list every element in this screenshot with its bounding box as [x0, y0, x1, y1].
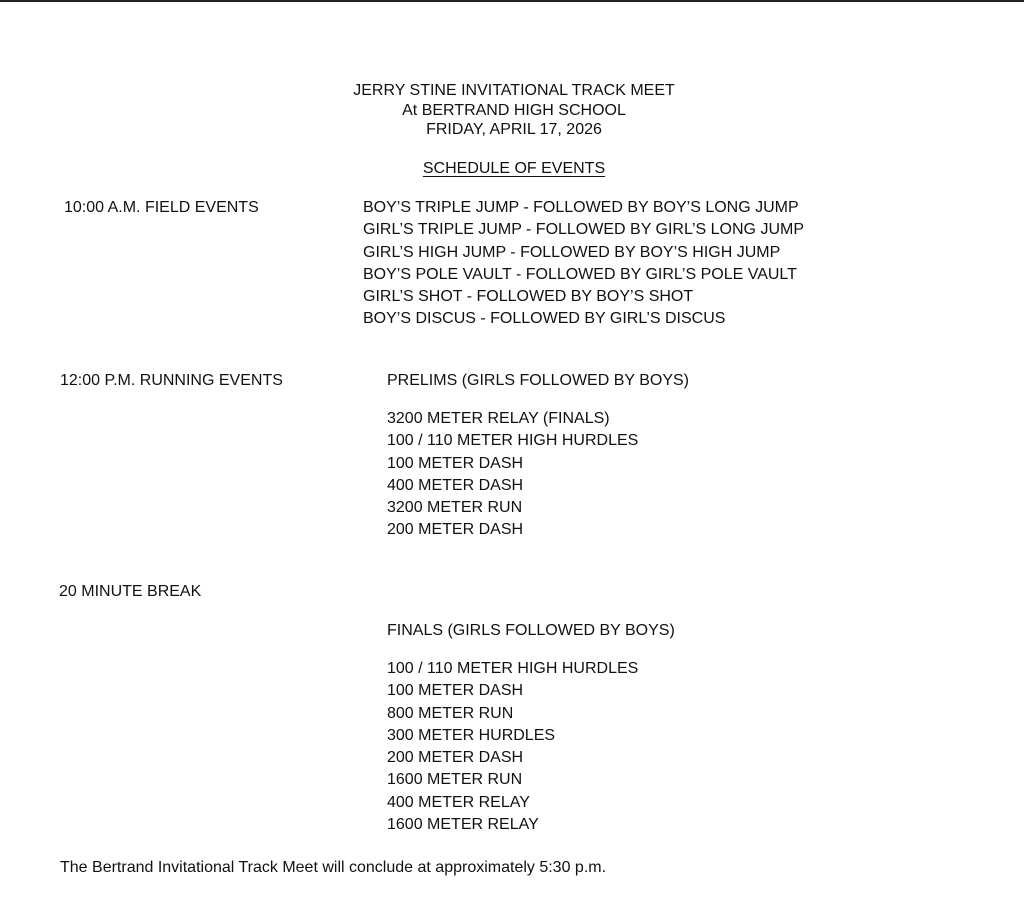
list-item: 1600 METER RUN — [387, 771, 523, 789]
list-item: GIRL’S HIGH JUMP - FOLLOWED BY BOY’S HIGH JUMP — [363, 243, 781, 261]
list-item: 3200 METER RELAY (FINALS) — [387, 410, 610, 427]
schedule-title: SCHEDULE OF EVENTS — [422, 160, 606, 177]
finals-list — [387, 658, 638, 836]
list-item: GIRL’S TRIPLE JUMP - FOLLOWED BY GIRL’S LONG JUMP — [363, 221, 804, 239]
list-item: 400 METER RELAY — [387, 793, 530, 811]
list-item: BOY’S DISCUS - FOLLOWED BY GIRL’S DISCUS — [363, 310, 726, 328]
list-item: 100 METER DASH — [387, 682, 524, 700]
list-item: 800 METER RUN — [387, 704, 514, 722]
prelims-list — [387, 408, 638, 542]
list-item: BOY’S TRIPLE JUMP - FOLLOWED BY BOY’S LONG JUMP — [363, 199, 799, 216]
running-events-time-label: 12:00 P.M. RUNNING EVENTS — [60, 372, 283, 389]
list-item: 100 / 110 METER HIGH HURDLES — [387, 432, 639, 450]
list-item: 400 METER DASH — [387, 476, 524, 494]
finals-label: FINALS (GIRLS FOLLOWED BY BOYS) — [387, 622, 675, 639]
list-item: 100 METER DASH — [387, 454, 524, 472]
list-item: BOY’S POLE VAULT - FOLLOWED BY GIRL’S POLE VAULT — [363, 265, 797, 283]
prelims-label: PRELIMS (GIRLS FOLLOWED BY BOYS) — [387, 372, 689, 389]
list-item: GIRL’S SHOT - FOLLOWED BY BOY’S SHOT — [363, 288, 694, 306]
field-events-time-label: 10:00 A.M. FIELD EVENTS — [64, 199, 259, 216]
list-item: 200 METER DASH — [387, 749, 524, 767]
list-item: 200 METER DASH — [387, 521, 524, 539]
meet-title: JERRY STINE INVITATIONAL TRACK MEET — [353, 82, 675, 99]
field-events-list — [363, 197, 804, 331]
list-item: 100 / 110 METER HIGH HURDLES — [387, 660, 639, 677]
conclusion-note: The Bertrand Invitational Track Meet will conclude at approximately 5:30 p.m. — [60, 859, 607, 876]
meet-location: At BERTRAND HIGH SCHOOL — [402, 102, 626, 119]
break-label: 20 MINUTE BREAK — [59, 583, 202, 600]
list-item: 1600 METER RELAY — [387, 816, 539, 834]
list-item: 3200 METER RUN — [387, 499, 523, 517]
meet-date: FRIDAY, APRIL 17, 2026 — [426, 121, 602, 138]
list-item: 300 METER HURDLES — [387, 726, 556, 744]
